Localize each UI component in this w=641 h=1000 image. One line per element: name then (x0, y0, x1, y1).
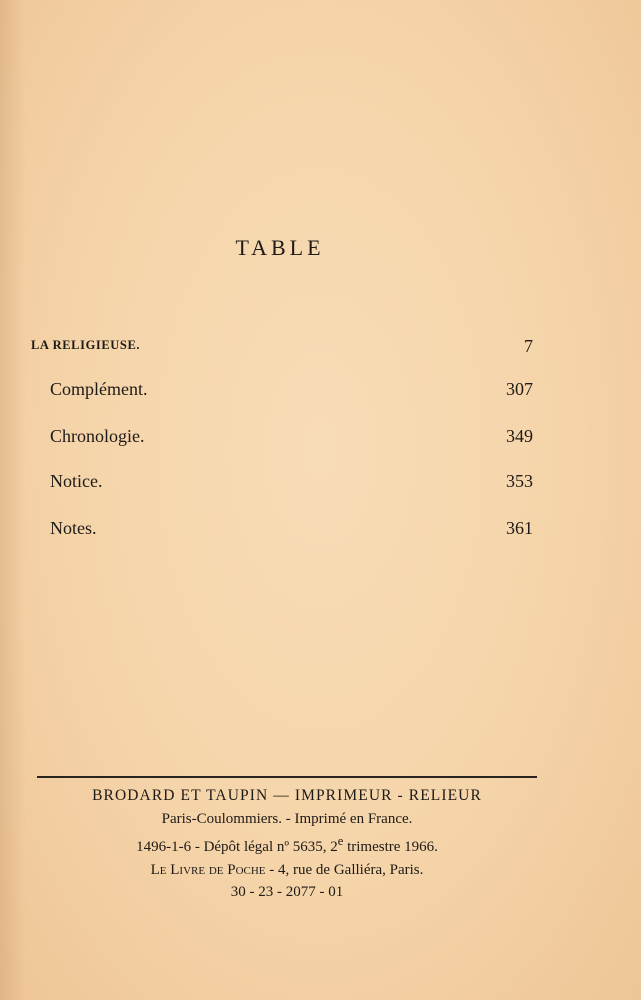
colophon-code: 30 - 23 - 2077 - 01 (230, 884, 344, 900)
toc-entry-label: LA RELIGIEUSE. (31, 338, 141, 352)
legal-deposit-text: 1496-1-6 - Dépôt légal nº 5635, 2 (136, 839, 338, 855)
legal-deposit-quarter: trimestre 1966. (343, 839, 438, 855)
colophon-location: Paris-Coulommiers. - Imprimé en France. (161, 810, 413, 827)
toc-entry-complement (0, 379, 641, 409)
toc-entry-notice (0, 471, 641, 501)
toc-entry-page: 307 (506, 379, 533, 399)
publisher-name: Le Livre de Poche (150, 861, 266, 878)
colophon-divider (37, 776, 537, 778)
toc-entry-page: 349 (506, 426, 533, 446)
colophon (27, 785, 547, 904)
colophon-printer: BRODARD ET TAUPIN — IMPRIMEUR - RELIEUR (92, 787, 482, 804)
publisher-address: - 4, rue de Galliéra, Paris. (265, 861, 424, 878)
legal-deposit-superscript: e (337, 834, 344, 848)
toc-entry-label: Complément. (50, 379, 148, 399)
toc-entry-label: Notice. (50, 471, 103, 491)
toc-entry-la-religieuse (0, 328, 641, 358)
toc-entry-page: 7 (524, 336, 533, 356)
toc-entry-label: Chronologie. (50, 426, 145, 446)
toc-entry-chronologie (0, 426, 641, 456)
toc-entry-page: 353 (506, 471, 533, 491)
toc-entry-label: Notes. (50, 518, 97, 538)
toc-entry-notes (0, 518, 641, 548)
toc-entry-page: 361 (506, 518, 533, 538)
page-title: TABLE (235, 235, 325, 260)
colophon-legal-deposit (27, 830, 547, 859)
colophon-publisher (27, 859, 547, 882)
